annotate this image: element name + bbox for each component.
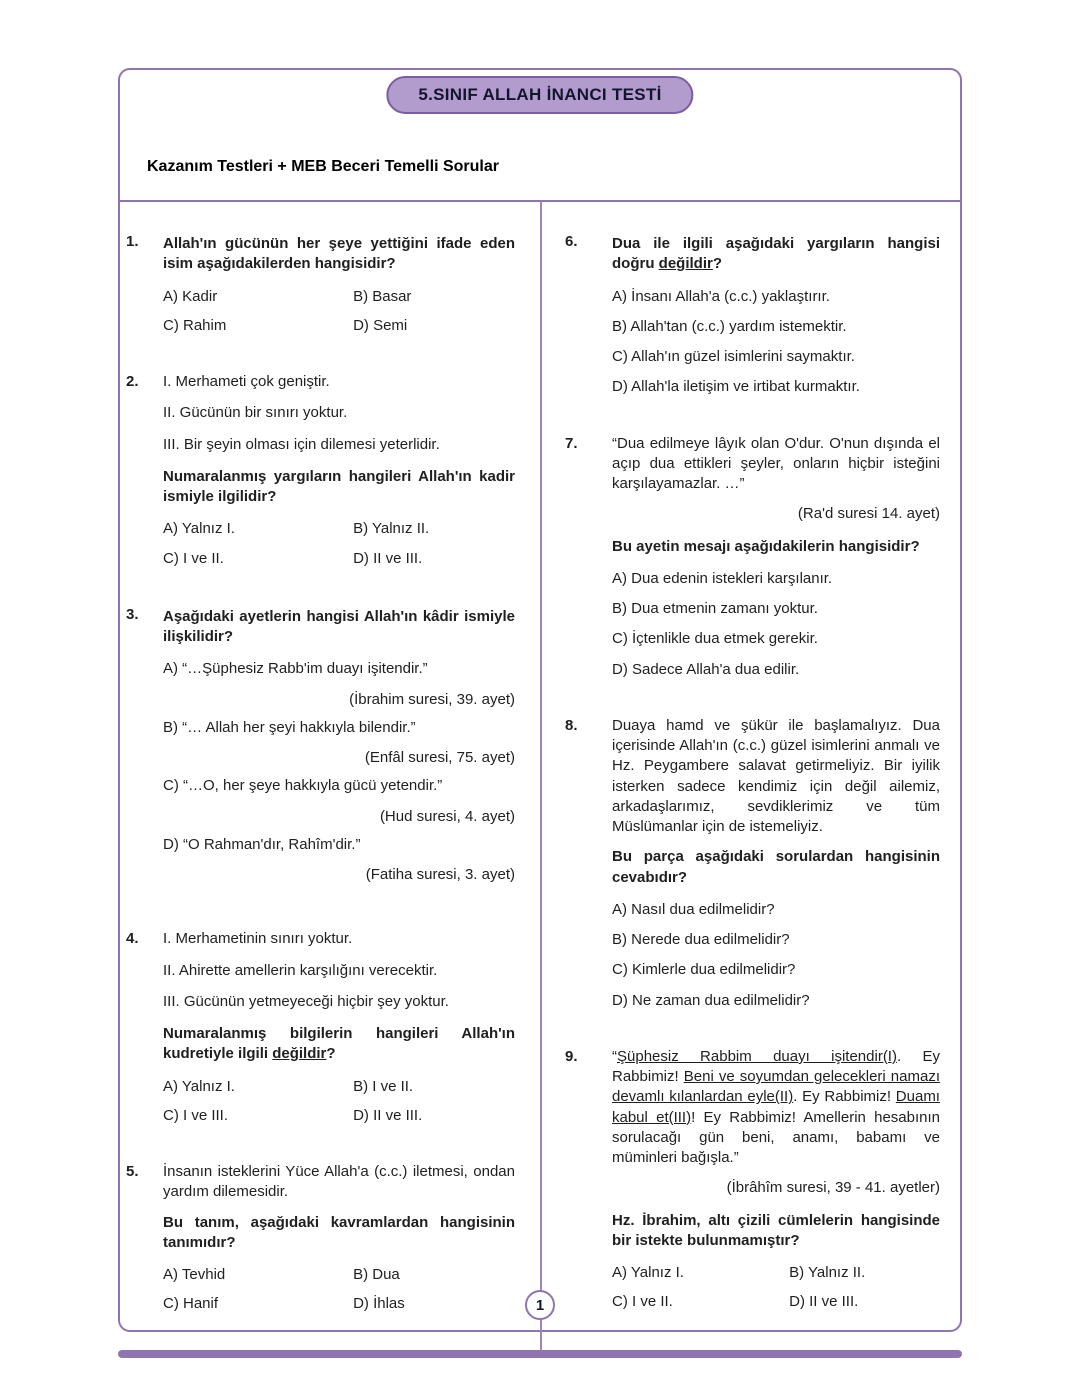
option-reference: (Enfâl suresi, 75. ayet) bbox=[364, 749, 515, 766]
question-paragraph bbox=[612, 716, 940, 838]
question-number: 1. bbox=[126, 233, 139, 250]
text-segment: Bu ayetin mesajı aşağıdakilerin hangisidir? bbox=[612, 537, 920, 555]
text-segment: “Dua edilmeye lâyık olan O'dur. O'nun dışında el açıp dua ettikleri şeyler, onların hiçbir isteğini karşılayamazlar. …” bbox=[612, 434, 940, 492]
option-reference: (Hud suresi, 4. ayet) bbox=[379, 807, 515, 825]
options-grid bbox=[163, 1265, 515, 1315]
question-number: 5. bbox=[126, 1163, 139, 1180]
option: C) I ve II. bbox=[612, 1293, 673, 1311]
underlined-text: değildir bbox=[272, 1045, 327, 1063]
options-list bbox=[612, 900, 940, 1011]
option: A) Yalnız I. bbox=[163, 520, 235, 538]
column-left bbox=[120, 202, 540, 1351]
text-segment: Bu tanım, aşağıdaki kavramlardan hangisinin tanımıdır? bbox=[163, 1213, 515, 1251]
page-number-badge bbox=[525, 1290, 555, 1320]
option: D) Sadece Allah'a dua edilir. bbox=[612, 660, 800, 678]
options-list bbox=[163, 659, 515, 885]
text-segment: İnsanın isteklerini Yüce Allah'a (c.c.) iletmesi, ondan yardım dilemesidir. bbox=[163, 1163, 515, 1201]
option: A) Dua edenin istekleri karşılanır. bbox=[612, 569, 833, 587]
question-stem bbox=[612, 537, 940, 557]
option: D) II ve III. bbox=[353, 549, 423, 567]
ayah-reference: (İbrâhîm suresi, 39 - 41. ayetler) bbox=[726, 1179, 940, 1197]
option: A) “…Şüphesiz Rabb'im duayı işitendir.” bbox=[163, 660, 428, 678]
question-number: 6. bbox=[565, 233, 578, 250]
statement: III. Gücünün yetmeyeceği hiçbir şey yoktur. bbox=[163, 992, 449, 1010]
question-body bbox=[612, 434, 940, 680]
option: A) İnsanı Allah'a (c.c.) yaklaştırır. bbox=[612, 287, 830, 305]
option: D) “O Rahman'dır, Rahîm'dir.” bbox=[163, 835, 361, 853]
text-segment: Bu parça aşağıdaki sorulardan hangisinin cevabıdır? bbox=[612, 848, 940, 886]
option: D) II ve III. bbox=[353, 1106, 423, 1124]
question-body bbox=[612, 232, 940, 398]
questions-area bbox=[120, 202, 960, 1351]
question-body bbox=[163, 605, 515, 894]
question bbox=[565, 434, 940, 680]
text-segment: “ bbox=[612, 1047, 617, 1065]
test-title-badge bbox=[386, 76, 693, 114]
option: D) Ne zaman dua edilmelidir? bbox=[612, 991, 810, 1009]
page-header bbox=[120, 70, 960, 202]
question-body bbox=[163, 1162, 515, 1315]
text-segment: Hz. İbrahim, altı çizili cümlelerin hangisinde bir istekte bulunmamıştır? bbox=[612, 1211, 940, 1249]
question-number: 4. bbox=[126, 930, 139, 948]
underlined-text: Duamı kabul et(III) bbox=[612, 1088, 940, 1126]
option: B) Nerede dua edilmelidir? bbox=[612, 931, 790, 948]
test-subtitle: Kazanım Testleri + MEB Beceri Temelli Sorular bbox=[147, 158, 499, 175]
option-reference: (İbrahim suresi, 39. ayet) bbox=[349, 690, 515, 708]
option: C) Allah'ın güzel isimlerini saymaktır. bbox=[612, 348, 855, 365]
bottom-accent-bar bbox=[118, 1350, 962, 1358]
statement: I. Merhametinin sınırı yoktur. bbox=[163, 930, 353, 948]
option: B) Allah'tan (c.c.) yardım istemektir. bbox=[612, 317, 847, 335]
text-segment: ! Ey Rabbimiz! Amellerin hesabının sorulacağı gün beni, anamı, babamı ve müminleri bağışla.” bbox=[612, 1108, 940, 1166]
question bbox=[565, 716, 940, 1011]
options-list bbox=[612, 569, 940, 680]
underlined-text: Şüphesiz Rabbim duayı işitendir(I) bbox=[617, 1047, 897, 1065]
question-stem bbox=[163, 607, 515, 648]
option: B) Yalnız II. bbox=[353, 520, 430, 538]
question-stem bbox=[612, 847, 940, 888]
option: B) I ve II. bbox=[353, 1077, 414, 1095]
option: A) Yalnız I. bbox=[163, 1077, 235, 1095]
text-segment: . Ey Rabbimiz! bbox=[793, 1088, 896, 1106]
text-segment: ? bbox=[712, 255, 722, 273]
option: C) Hanif bbox=[163, 1295, 219, 1313]
test-title: 5.SINIF ALLAH İNANCI TESTİ bbox=[418, 85, 662, 104]
text-segment: . Ey Rabbimiz! bbox=[612, 1047, 941, 1085]
question-body bbox=[163, 232, 515, 336]
underlined-text: Beni ve soyumdan gelecekleri namazı devamlı kılanlardan eyle(II) bbox=[612, 1068, 940, 1106]
option: B) Yalnız II. bbox=[789, 1264, 866, 1281]
option: C) İçtenlikle dua etmek gerekir. bbox=[612, 630, 818, 648]
option: D) Semi bbox=[353, 316, 408, 334]
question-stem bbox=[163, 1024, 515, 1065]
text-segment: Dua ile ilgili aşağıdaki yargıların hangisi doğru bbox=[612, 235, 940, 273]
text-segment: Aşağıdaki ayetlerin hangisi Allah'ın kâdir ismiyle ilişkilidir? bbox=[163, 607, 515, 645]
question bbox=[126, 232, 515, 336]
option: A) Nasıl dua edilmelidir? bbox=[612, 900, 775, 918]
text-segment: Duaya hamd ve şükür ile başlamalıyız. Dua içerisinde Allah'ın (c.c.) güzel isimlerini anmalı ve Hz. Peygambere salavat getirmeliyiz. Bir iyilik isterken sadece kendimiz için değil ailemiz, arkadaşlarımız, sevdiklerimiz ve tüm Müslümanlar için de istemeliyiz. bbox=[612, 716, 940, 835]
option: D) II ve III. bbox=[789, 1293, 859, 1311]
options-grid bbox=[163, 287, 515, 337]
option: B) Dua bbox=[353, 1266, 400, 1283]
question-body bbox=[163, 372, 515, 569]
question-stem bbox=[163, 467, 515, 508]
question bbox=[126, 929, 515, 1126]
option: C) Rahim bbox=[163, 316, 227, 334]
question-body bbox=[612, 1047, 940, 1313]
option: D) Allah'la iletişim ve irtibat kurmaktır. bbox=[612, 378, 860, 396]
question-number: 8. bbox=[565, 716, 578, 734]
question bbox=[126, 1162, 515, 1315]
column-right bbox=[542, 202, 960, 1351]
question-number: 3. bbox=[126, 605, 139, 623]
question-number: 9. bbox=[565, 1047, 578, 1065]
question-paragraph bbox=[612, 1047, 940, 1169]
options-grid bbox=[163, 1077, 515, 1127]
option: A) Kadir bbox=[163, 287, 218, 305]
question bbox=[126, 372, 515, 569]
option: C) “…O, her şeye hakkıyla gücü yetendir.” bbox=[163, 777, 443, 795]
option: A) Yalnız I. bbox=[612, 1264, 684, 1281]
question-number: 2. bbox=[126, 373, 139, 390]
option: C) Kimlerle dua edilmelidir? bbox=[612, 961, 796, 979]
question-number: 7. bbox=[565, 434, 578, 452]
options-grid bbox=[612, 1263, 940, 1313]
question bbox=[565, 232, 940, 398]
question bbox=[126, 605, 515, 894]
question-stem bbox=[612, 1211, 940, 1252]
option: D) İhlas bbox=[353, 1295, 405, 1313]
statement: II. Gücünün bir sınırı yoktur. bbox=[163, 404, 348, 422]
option: B) Basar bbox=[353, 287, 412, 305]
ayah-reference: (Ra'd suresi 14. ayet) bbox=[797, 505, 940, 523]
text-segment: ? bbox=[326, 1045, 336, 1063]
option: C) I ve II. bbox=[163, 549, 224, 567]
option: B) Dua etmenin zamanı yoktur. bbox=[612, 600, 818, 617]
question-body bbox=[612, 716, 940, 1011]
question bbox=[565, 1047, 940, 1313]
statement-list bbox=[163, 372, 515, 455]
statement-list bbox=[163, 929, 515, 1012]
page-frame bbox=[118, 68, 962, 1332]
option: A) Tevhid bbox=[163, 1266, 226, 1283]
question-body bbox=[163, 929, 515, 1126]
question-paragraph bbox=[612, 434, 940, 495]
options-grid bbox=[163, 519, 515, 569]
question-stem bbox=[612, 234, 940, 275]
text-segment: Numaralanmış bilgilerin hangileri Allah'ın kudretiyle ilgili bbox=[163, 1025, 515, 1063]
statement: III. Bir şeyin olması için dilemesi yeterlidir. bbox=[163, 435, 440, 453]
page-number: 1 bbox=[535, 1296, 545, 1314]
statement: II. Ahirette amellerin karşılığını verecektir. bbox=[163, 961, 438, 979]
text-segment: Numaralanmış yargıların hangileri Allah'ın kadir ismiyle ilgilidir? bbox=[163, 467, 515, 505]
statement: I. Merhameti çok geniştir. bbox=[163, 373, 330, 390]
text-segment: Allah'ın gücünün her şeye yettiğini ifade eden isim aşağıdakilerden hangisidir? bbox=[163, 235, 515, 273]
question-paragraph bbox=[163, 1162, 515, 1203]
underlined-text: değildir bbox=[658, 255, 713, 273]
option: C) I ve III. bbox=[163, 1106, 229, 1124]
question-stem bbox=[163, 1213, 515, 1254]
options-list bbox=[612, 287, 940, 398]
option: B) “… Allah her şeyi hakkıyla bilendir.” bbox=[163, 718, 416, 736]
question-stem bbox=[163, 234, 515, 275]
option-reference: (Fatiha suresi, 3. ayet) bbox=[365, 866, 515, 883]
